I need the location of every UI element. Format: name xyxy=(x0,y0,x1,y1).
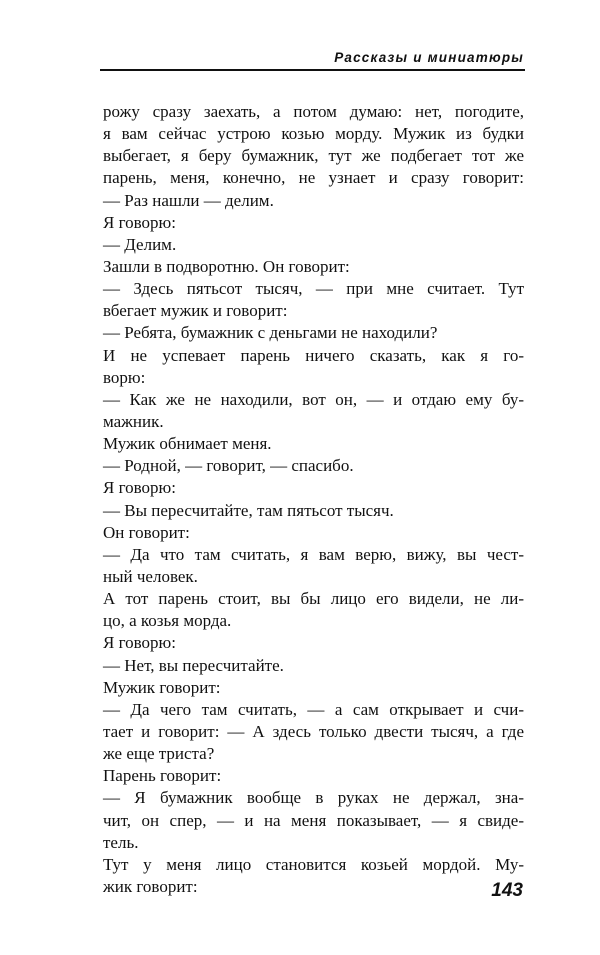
text-line: — Раз нашли — делим. xyxy=(103,190,274,210)
text-line: парень, меня, конечно, не узнает и сразу говорит: xyxy=(103,168,524,188)
text-line: — Родной, — говорит, — спасибо. xyxy=(103,456,354,476)
text-line: же еще триста? xyxy=(103,744,215,764)
text-line: ворю: xyxy=(103,367,146,387)
text-line: — Да чего там считать, — а сам открывает и счи- xyxy=(103,699,524,719)
text-line: Мужик обнимает меня. xyxy=(103,434,272,454)
text-line: Зашли в подворотню. Он говорит: xyxy=(103,256,350,276)
text-line: Я говорю: xyxy=(103,212,176,232)
text-line: выбегает, я беру бумажник, тут же подбегает тот же xyxy=(103,146,524,166)
text-line: Тут у меня лицо становится козьей мордой. Му- xyxy=(103,854,524,874)
text-line: Я говорю: xyxy=(103,478,176,498)
running-head: Рассказы и миниатюры xyxy=(334,50,524,65)
text-line: тель. xyxy=(103,832,139,852)
text-line: рожу сразу заехать, а потом думаю: нет, погодите, xyxy=(103,102,524,121)
text-line: вбегает мужик и говорит: xyxy=(103,301,288,321)
text-line: — Нет, вы пересчитайте. xyxy=(103,655,284,675)
text-line: Мужик говорит: xyxy=(103,677,221,697)
text-line: ный человек. xyxy=(103,566,198,586)
text-line: Парень говорит: xyxy=(103,766,222,786)
body-text xyxy=(103,101,524,898)
text-line: — Вы пересчитайте, там пятьсот тысяч. xyxy=(103,500,394,520)
text-line: — Как же не находили, вот он, — и отдаю ему бу- xyxy=(103,389,524,409)
text-line: Я говорю: xyxy=(103,633,176,653)
text-line: И не успевает парень ничего сказать, как я го- xyxy=(103,345,524,365)
text-line: Он говорит: xyxy=(103,522,190,542)
text-line: мажник. xyxy=(103,411,164,431)
text-line: цо, а козья морда. xyxy=(103,611,232,631)
page-number: 143 xyxy=(491,880,523,901)
text-line: — Ребята, бумажник с деньгами не находили? xyxy=(103,323,438,343)
text-line: — Здесь пятьсот тысяч, — при мне считает. Тут xyxy=(103,279,524,299)
text-line: тает и говорит: — А здесь только двести тысяч, а где xyxy=(103,721,524,741)
text-line: — Я бумажник вообще в руках не держал, зна- xyxy=(103,788,524,808)
header-rule xyxy=(100,69,525,71)
text-line: — Делим. xyxy=(103,234,177,254)
text-line: жик говорит: xyxy=(103,876,198,896)
text-line: А тот парень стоит, вы бы лицо его видели, не ли- xyxy=(103,589,524,609)
text-line: — Да что там считать, я вам верю, вижу, вы чест- xyxy=(103,544,524,564)
text-line: я вам сейчас устрою козью морду. Мужик из будки xyxy=(103,124,524,144)
text-line: чит, он спер, — и на меня показывает, — я свиде- xyxy=(103,810,524,830)
